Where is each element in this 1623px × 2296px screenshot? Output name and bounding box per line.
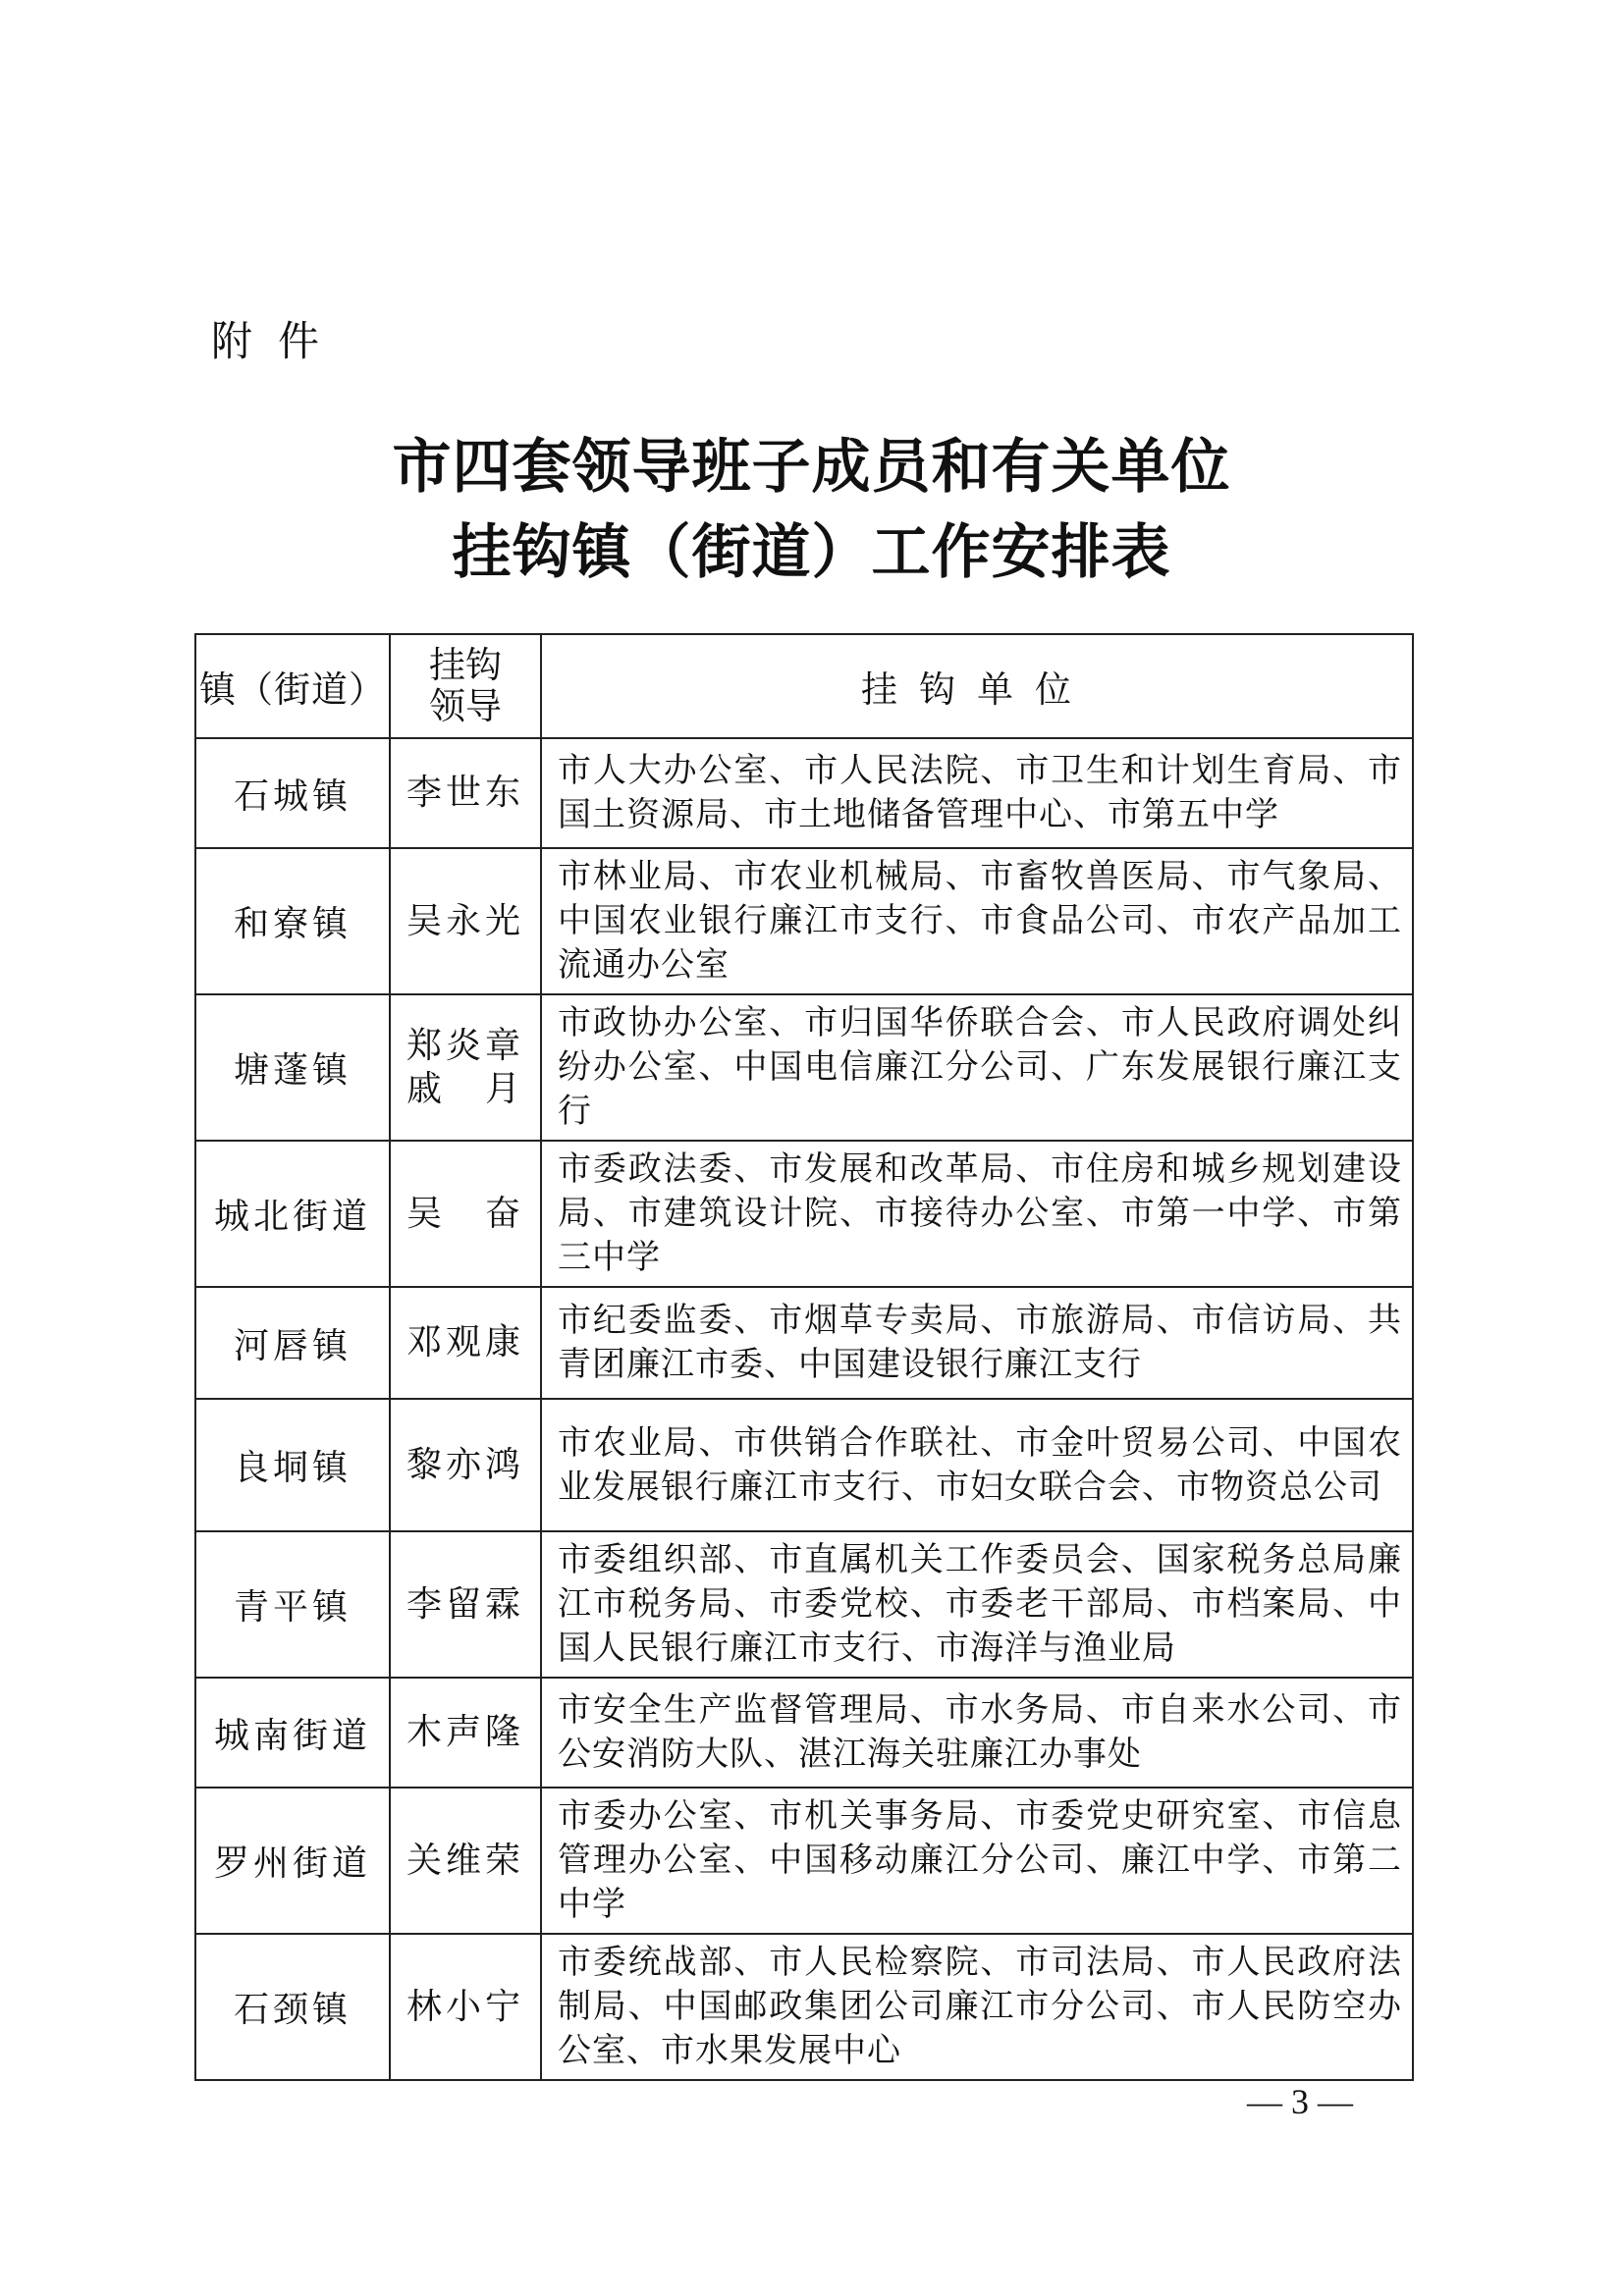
leader-cell [390, 738, 541, 848]
town-cell: 河唇镇 [195, 1287, 390, 1399]
leader-name: 吴 奋 [406, 1193, 524, 1234]
leader-name: 木声隆 [406, 1712, 524, 1752]
leader-cell [390, 994, 541, 1141]
town-cell: 塘蓬镇 [195, 994, 390, 1141]
units-cell: 市委政法委、市发展和改革局、市住房和城乡规划建设局、市建筑设计院、市接待办公室、市第一中学、市第三中学 [541, 1141, 1413, 1287]
leader-cell [390, 1399, 541, 1531]
table-row [195, 1287, 1413, 1399]
town-cell: 城南街道 [195, 1678, 390, 1788]
leader-cell [390, 1788, 541, 1934]
header-units: 挂钩单位 [541, 634, 1413, 738]
attachment-label: 附件 [211, 317, 346, 365]
header-town: 镇（街道） [195, 634, 390, 738]
table-row [195, 1531, 1413, 1678]
units-cell: 市农业局、市供销合作联社、市金叶贸易公司、中国农业发展银行廉江市支行、市妇女联合会、市物资总公司 [541, 1399, 1413, 1531]
table-header-row [195, 634, 1413, 738]
town-cell: 罗州街道 [195, 1788, 390, 1934]
leader-cell [390, 1287, 541, 1399]
leader-name: 邓观康 [406, 1322, 524, 1362]
leader-cell [390, 1934, 541, 2080]
leader-name: 林小宁 [406, 1986, 524, 2027]
units-cell: 市政协办公室、市归国华侨联合会、市人民政府调处纠纷办公室、中国电信廉江分公司、广东发展银行廉江支行 [541, 994, 1413, 1141]
town-cell: 城北街道 [195, 1141, 390, 1287]
leader-cell [390, 1141, 541, 1287]
units-cell: 市林业局、市农业机械局、市畜牧兽医局、市气象局、中国农业银行廉江市支行、市食品公司、市农产品加工流通办公室 [541, 848, 1413, 994]
leader-cell [390, 1678, 541, 1788]
leader-cell [390, 1531, 541, 1678]
units-cell: 市人大办公室、市人民法院、市卫生和计划生育局、市国土资源局、市土地储备管理中心、市第五中学 [541, 738, 1413, 848]
table-row [195, 1934, 1413, 2080]
leader-name: 关维荣 [406, 1840, 524, 1881]
leader-name: 吴永光 [406, 900, 524, 941]
town-cell: 石颈镇 [195, 1934, 390, 2080]
town-cell: 和寮镇 [195, 848, 390, 994]
table-row [195, 1399, 1413, 1531]
units-cell: 市委统战部、市人民检察院、市司法局、市人民政府法制局、中国邮政集团公司廉江市分公司、市人民防空办公室、市水果发展中心 [541, 1934, 1413, 2080]
leader-name: 李留霖 [406, 1583, 524, 1625]
table-row [195, 738, 1413, 848]
units-cell: 市委办公室、市机关事务局、市委党史研究室、市信息管理办公室、中国移动廉江分公司、廉江中学、市第二中学 [541, 1788, 1413, 1934]
header-leader-line2: 领导 [429, 685, 502, 727]
leader-name: 戚 月 [406, 1068, 524, 1109]
town-cell: 良垌镇 [195, 1399, 390, 1531]
header-leader [390, 634, 541, 738]
leader-name: 李世东 [406, 773, 524, 813]
units-cell: 市纪委监委、市烟草专卖局、市旅游局、市信访局、共青团廉江市委、中国建设银行廉江支行 [541, 1287, 1413, 1399]
page-title-line2: 挂钩镇（街道）工作安排表 [452, 518, 1171, 587]
table-row [195, 1141, 1413, 1287]
leader-name: 黎亦鸿 [406, 1444, 524, 1485]
units-cell: 市安全生产监督管理局、市水务局、市自来水公司、市公安消防大队、湛江海关驻廉江办事处 [541, 1678, 1413, 1788]
header-leader-line1: 挂钩 [429, 644, 502, 686]
table-row [195, 994, 1413, 1141]
town-cell: 青平镇 [195, 1531, 390, 1678]
leader-name: 郑炎章 [406, 1025, 524, 1066]
units-cell: 市委组织部、市直属机关工作委员会、国家税务总局廉江市税务局、市委党校、市委老干部局、市档案局、中国人民银行廉江市支行、市海洋与渔业局 [541, 1531, 1413, 1678]
table-row [195, 1788, 1413, 1934]
table-row [195, 848, 1413, 994]
town-cell: 石城镇 [195, 738, 390, 848]
page-title-line1: 市四套领导班子成员和有关单位 [392, 433, 1231, 502]
table-row [195, 1678, 1413, 1788]
page-number: — 3 — [1247, 2082, 1353, 2121]
table-body [195, 738, 1413, 2080]
leader-cell [390, 848, 541, 994]
arrangement-table [194, 633, 1414, 2081]
